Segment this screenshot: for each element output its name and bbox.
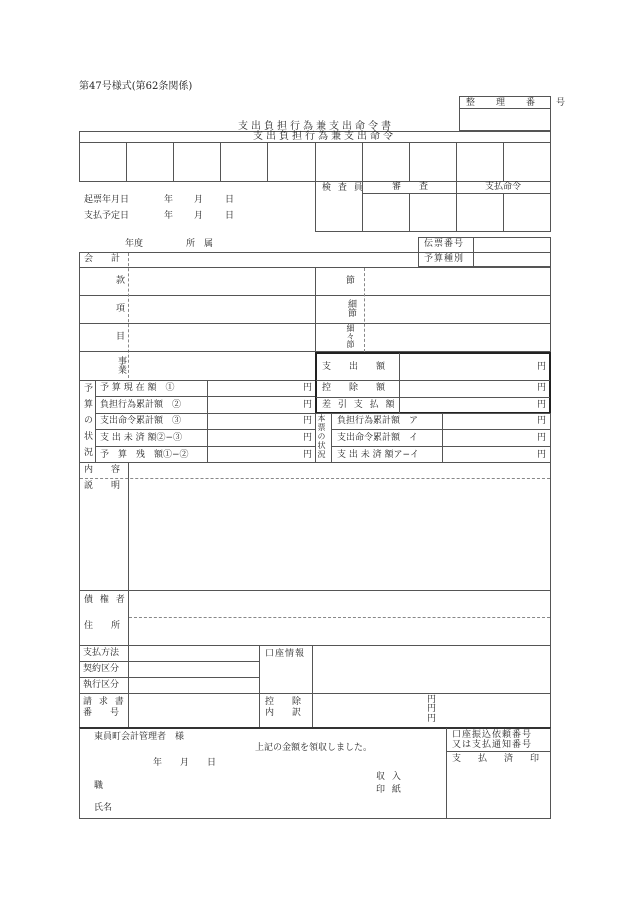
- slip-number-label: 伝票番号: [424, 239, 465, 249]
- moku-label: 目: [116, 332, 126, 342]
- planned-payment-label: 支払予定日: [84, 211, 130, 221]
- payment-method-field[interactable]: [130, 646, 258, 660]
- budget-current-label: 予 算 現 在 額 ①: [100, 383, 175, 393]
- net-payment-field[interactable]: [401, 398, 531, 413]
- yen-unit: 円: [537, 416, 547, 426]
- deduction-breakdown-field[interactable]: [314, 694, 424, 727]
- payment-month-label: 月: [194, 211, 204, 221]
- payment-method-label: 支払方法: [83, 648, 120, 658]
- setsu-field[interactable]: [366, 268, 550, 294]
- execution-type-label: 執行区分: [83, 680, 120, 690]
- payment-notice-number-label: 又は支払通知番号: [452, 740, 533, 750]
- account-info-label: 口座情報: [265, 649, 306, 659]
- name-label: 氏名: [94, 803, 113, 813]
- explanation-field[interactable]: [130, 480, 550, 590]
- transfer-request-number-label: 口座振込依頼番号: [452, 730, 533, 740]
- kan-field[interactable]: [130, 268, 314, 294]
- name-field[interactable]: [118, 798, 350, 814]
- payment-year-label: 年: [164, 211, 174, 221]
- yen-unit: 円: [303, 400, 313, 410]
- budget-type-label: 予算種別: [424, 254, 465, 264]
- slip-unpaid-field[interactable]: [443, 447, 533, 462]
- jigyou-field[interactable]: [130, 352, 314, 380]
- order-total-field[interactable]: [208, 414, 300, 429]
- inspector-label: 検 査 員: [322, 183, 365, 193]
- moku-field[interactable]: [130, 324, 314, 351]
- invoice-number-field[interactable]: [130, 694, 258, 727]
- budget-current-field[interactable]: [208, 381, 300, 396]
- receipt-statement: 上記の金額を領収しました。: [255, 743, 373, 753]
- slip-commitment-field[interactable]: [443, 414, 533, 429]
- saisaisetsu-field[interactable]: [366, 324, 550, 351]
- budget-remaining-field[interactable]: [208, 447, 300, 462]
- saisaisetsu-label: 細々節: [346, 324, 355, 348]
- deduction-label: 控 除 額: [322, 383, 386, 393]
- account-info-field[interactable]: [314, 646, 550, 692]
- review-label: 審 査: [392, 182, 429, 192]
- payment-day-label: 日: [225, 211, 235, 221]
- form-number: 第47号様式(第62条関係): [79, 81, 193, 92]
- address-field[interactable]: [130, 619, 550, 645]
- address-label: 住 所: [84, 621, 121, 631]
- payment-order-label: 支払命令: [485, 182, 522, 192]
- yen-unit: 円: [537, 450, 547, 460]
- explanation-label: 説 明: [84, 481, 121, 491]
- paid-stamp-label: 支 払 済 印: [452, 754, 544, 764]
- contract-type-field[interactable]: [130, 662, 258, 676]
- receipt-date-label: 年 月 日: [153, 758, 217, 768]
- expenditure-field[interactable]: [401, 354, 531, 379]
- slip-status-heading: 本票の状況: [317, 414, 326, 459]
- revenue-stamp-label-1: 収 入: [376, 772, 403, 782]
- yen-unit: 円: [537, 400, 547, 410]
- creditor-label: 債 権 者: [84, 595, 127, 605]
- yen-unit: 円: [303, 416, 313, 426]
- revenue-stamp-label-2: 印 紙: [376, 785, 403, 795]
- department-label: 所 属: [186, 239, 214, 249]
- content-field[interactable]: [130, 463, 550, 477]
- slip-commitment-label: 負担行為累計額 ア: [337, 416, 419, 426]
- kan-label: 款: [116, 276, 126, 286]
- kou-field[interactable]: [130, 296, 314, 322]
- yen-unit: 円: [427, 695, 437, 705]
- deduction-breakdown-label-1: 控 除: [265, 697, 302, 707]
- draft-year-label: 年: [164, 195, 174, 205]
- position-label: 職: [94, 781, 104, 791]
- form-title: 支出負担行為兼支出命令書: [238, 121, 394, 132]
- slip-unpaid-label: 支 出 未 済 額ア−イ: [337, 450, 419, 460]
- draft-day-label: 日: [225, 195, 235, 205]
- budget-status-heading: 予算の状況: [82, 383, 92, 463]
- jigyou-label: 事業: [116, 356, 126, 374]
- kou-label: 項: [116, 304, 126, 314]
- fiscal-year-label: 年度: [125, 239, 144, 249]
- yen-unit: 円: [537, 362, 547, 372]
- net-payment-label: 差 引 支 払 額: [322, 400, 397, 410]
- unpaid-field[interactable]: [208, 430, 300, 445]
- addressee-label: 東員町会計管理者 様: [94, 732, 185, 742]
- yen-unit: 円: [303, 433, 313, 443]
- commitment-total-label: 負担行為累計額 ②: [100, 400, 182, 410]
- yen-unit: 円: [303, 383, 313, 393]
- budget-remaining-label: 予 算 残 額①−②: [100, 450, 189, 460]
- draft-date-label: 起票年月日: [84, 195, 130, 205]
- yen-unit: 円: [537, 433, 547, 443]
- order-total-label: 支出命令累計額 ③: [100, 416, 182, 426]
- yen-unit: 円: [537, 383, 547, 393]
- expenditure-label: 支 出 額: [322, 362, 386, 372]
- invoice-number-label-1: 請 求 書: [83, 697, 126, 707]
- saisetsu-field[interactable]: [366, 296, 550, 322]
- management-number-label: 整 理 番 号: [466, 98, 572, 108]
- form-subtitle: 支出負担行為兼支出命令: [253, 131, 396, 142]
- unpaid-label: 支 出 未 済 額②−③: [100, 433, 182, 443]
- commitment-total-field[interactable]: [208, 397, 300, 412]
- kaikei-field[interactable]: [130, 253, 415, 266]
- deduction-field[interactable]: [401, 381, 531, 396]
- kaikei-label: 会 計: [84, 254, 121, 264]
- management-number-field[interactable]: [460, 109, 550, 130]
- execution-type-field[interactable]: [130, 678, 258, 692]
- saisetsu-label: 細節: [346, 299, 356, 317]
- invoice-number-label-2: 番 号: [83, 708, 120, 718]
- slip-order-field[interactable]: [443, 430, 533, 445]
- yen-unit: 円: [427, 704, 437, 714]
- yen-unit: 円: [303, 450, 313, 460]
- setsu-label: 節: [346, 276, 356, 286]
- creditor-field[interactable]: [130, 591, 550, 616]
- deduction-breakdown-label-2: 内 訳: [265, 708, 302, 718]
- draft-month-label: 月: [194, 195, 204, 205]
- slip-number-field[interactable]: [474, 238, 550, 252]
- contract-type-label: 契約区分: [83, 664, 120, 674]
- slip-order-label: 支出命令累計額 イ: [337, 433, 419, 443]
- content-label: 内 容: [84, 465, 121, 475]
- paid-stamp-area[interactable]: [448, 768, 550, 818]
- position-field[interactable]: [110, 776, 350, 792]
- yen-unit: 円: [427, 714, 437, 724]
